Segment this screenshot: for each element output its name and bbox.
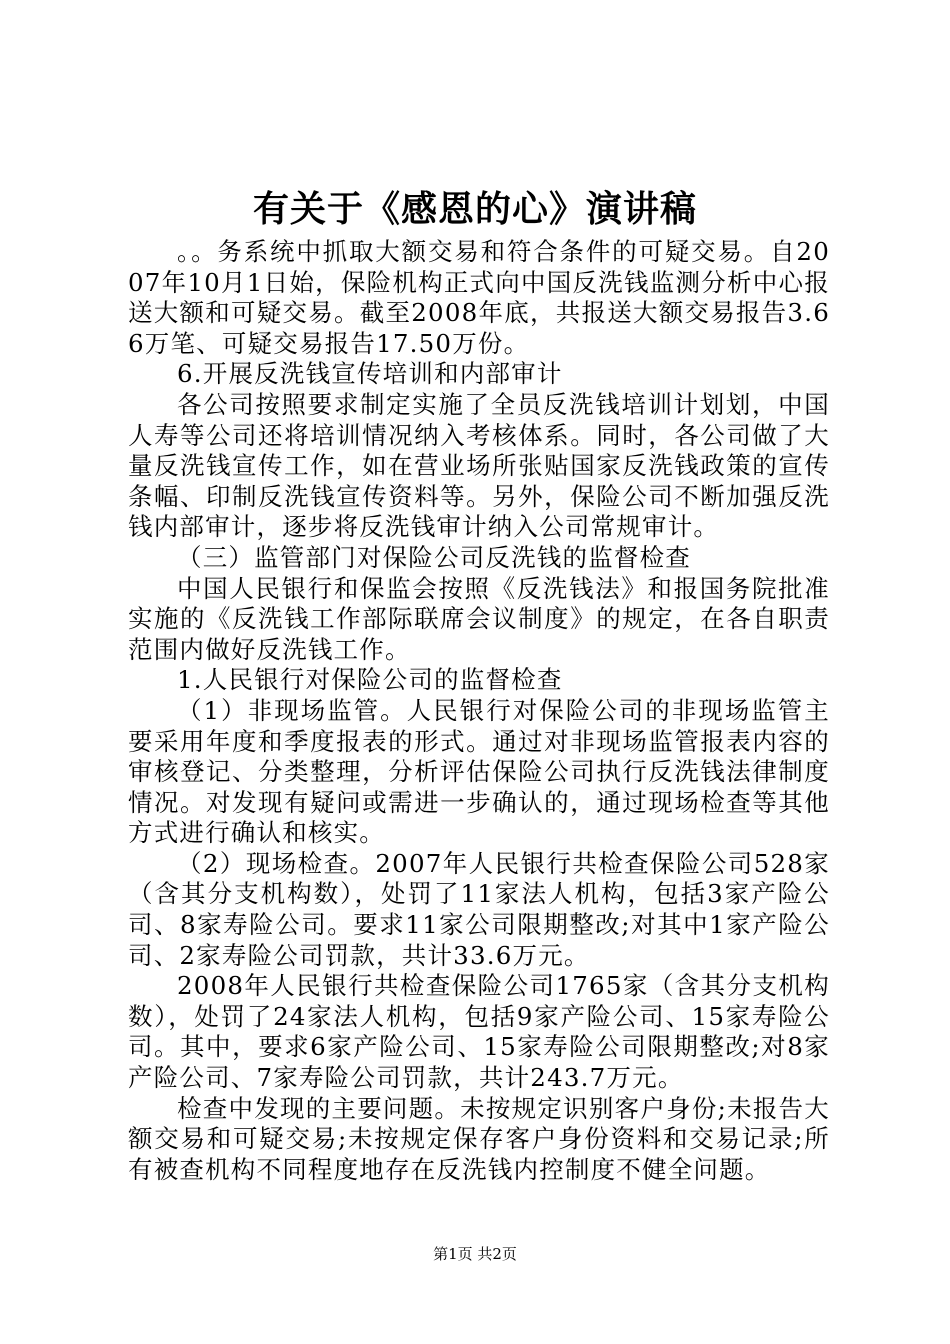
paragraph: 2008年人民银行共检查保险公司1765家（含其分支机构数），处罚了24家法人机构，包括9家产险公司、15家寿险公司。其中，要求6家产险公司、15家寿险公司限期整改;对8家产险公司、7家寿险公司罚款，共计243.7万元。: [128, 971, 830, 1093]
section-heading: 1.人民银行对保险公司的监督检查: [177, 665, 563, 695]
section-heading: （三）监管部门对保险公司反洗钱的监督检查: [177, 542, 691, 572]
paragraph: （1）非现场监管。人民银行对保险公司的非现场监管主要采用年度和季度报表的形式。通过对非现场监管报表内容的审核登记、分类整理，分析评估保险公司执行反洗钱法律制度情况。对发现有疑问或需进一步确认的，通过现场检查等其他方式进行确认和核实。: [128, 695, 830, 848]
paragraph: 。。务系统中抓取大额交易和符合条件的可疑交易。自2007年10月1日始，保险机构正式向中国反洗钱监测分析中心报送大额和可疑交易。截至2008年底，共报送大额交易报告3.66万笔、可疑交易报告17.50万份。: [128, 237, 830, 358]
page-footer: 第1页 共2页: [433, 1245, 517, 1263]
paragraph: 检查中发现的主要问题。未按规定识别客户身份;未报告大额交易和可疑交易;未按规定保存客户身份资料和交易记录;所有被查机构不同程度地存在反洗钱内控制度不健全问题。: [128, 1093, 830, 1184]
section-heading: 6.开展反洗钱宣传培训和内部审计: [177, 359, 563, 389]
document-body: [128, 237, 830, 1185]
paragraph: 中国人民银行和保监会按照《反洗钱法》和报国务院批准实施的《反洗钱工作部际联席会议制度》的规定，在各自职责范围内做好反洗钱工作。: [128, 573, 830, 664]
paragraph: 各公司按照要求制定实施了全员反洗钱培训计划划，中国人寿等公司还将培训情况纳入考核体系。同时，各公司做了大量反洗钱宣传工作，如在营业场所张贴国家反洗钱政策的宣传条幅、印制反洗钱宣传资料等。另外，保险公司不断加强反洗钱内部审计，逐步将反洗钱审计纳入公司常规审计。: [128, 389, 830, 542]
document-title: 有关于《感恩的心》演讲稿: [252, 188, 697, 230]
paragraph: （2）现场检查。2007年人民银行共检查保险公司528家（含其分支机构数），处罚了11家法人机构，包括3家产险公司、8家寿险公司。要求11家公司限期整改;对其中1家产险公司、2家寿险公司罚款，共计33.6万元。: [128, 848, 830, 970]
